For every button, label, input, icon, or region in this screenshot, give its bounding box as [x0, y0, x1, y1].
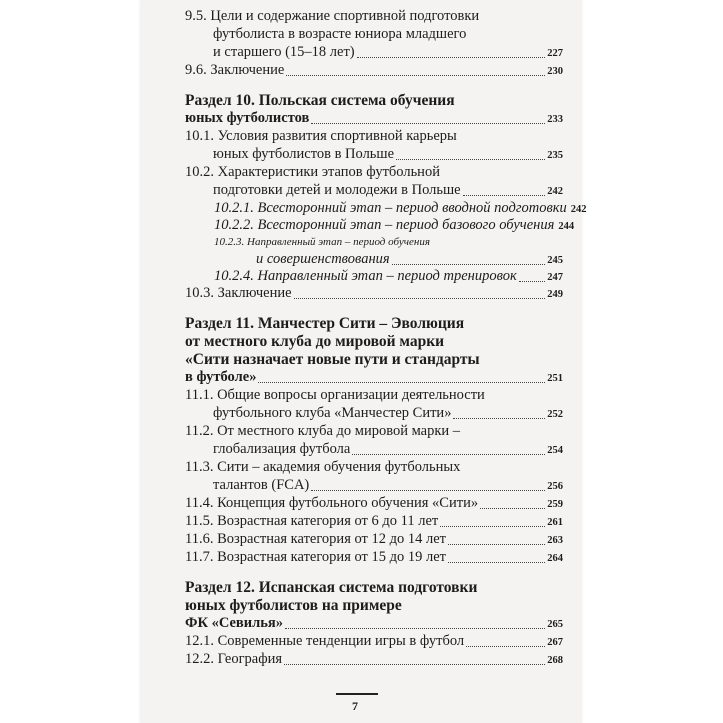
toc-entry-title: юных футболистов	[185, 110, 310, 126]
toc-leader-dots	[463, 195, 546, 196]
toc-page-number: 247	[547, 272, 563, 283]
toc-entry-line: Раздел 10. Польская система обучения	[185, 92, 455, 109]
toc-leader-dots	[352, 454, 545, 455]
toc-entry-line: Раздел 11. Манчестер Сити – Эволюция	[185, 315, 465, 332]
toc-entry-line: юных футболистов на примере	[185, 597, 402, 614]
toc-entry-row[interactable]	[185, 633, 563, 650]
toc-page-number: 268	[547, 655, 563, 666]
toc-entry-row[interactable]	[214, 217, 575, 234]
toc-entry-row[interactable]	[185, 110, 563, 127]
toc-leader-dots	[396, 159, 545, 160]
toc-page-number: 235	[547, 150, 563, 161]
toc-entry-line: 10.1. Условия развития спортивной карьеры	[185, 128, 457, 144]
toc-entry-title: и совершенствования	[256, 251, 390, 267]
toc-page-number: 264	[547, 553, 563, 564]
toc-entry-title: 10.2.1. Всесторонний этап – период вводной подготовки	[214, 200, 567, 216]
toc-leader-dots	[285, 628, 545, 629]
toc-entry-title: ФК «Севилья»	[185, 615, 284, 631]
toc-page-number: 256	[547, 481, 563, 492]
toc-entry-row[interactable]	[185, 615, 563, 632]
toc-page-number: 263	[547, 535, 563, 546]
toc-page-number: 251	[547, 373, 563, 384]
toc-entry-title: в футболе»	[185, 369, 257, 385]
toc-page-number: 244	[558, 221, 575, 232]
toc-entry-row[interactable]	[213, 146, 563, 163]
toc-page-number: 227	[547, 48, 563, 59]
toc-entry-line: Раздел 12. Испанская система подготовки	[185, 579, 478, 596]
toc-leader-dots	[286, 75, 545, 76]
toc-entry-title: 9.6. Заключение	[185, 62, 285, 78]
toc-page-number: 245	[547, 255, 563, 266]
toc-entry-row[interactable]	[213, 44, 563, 61]
toc-entry-title: 12.2. География	[185, 651, 283, 667]
toc-leader-dots	[357, 57, 546, 58]
toc-page-number: 254	[547, 445, 563, 456]
toc-entry-row[interactable]	[213, 441, 563, 458]
toc-leader-dots	[440, 526, 545, 527]
toc-entry-line: 10.2.3. Направленный этап – период обучения	[214, 236, 430, 248]
toc-leader-dots	[480, 508, 545, 509]
toc-entry-row[interactable]	[214, 200, 587, 217]
toc-entry-row[interactable]	[185, 285, 563, 302]
toc-page-number: 261	[547, 517, 563, 528]
toc-entry-row[interactable]	[214, 268, 563, 285]
toc-page-number: 252	[547, 409, 563, 420]
toc-leader-dots	[392, 264, 546, 265]
toc-entry-title: 10.2.4. Направленный этап – период тренировок	[214, 268, 517, 284]
toc-entry-line: футболиста в возрасте юниора младшего	[213, 26, 467, 42]
toc-page-number: 259	[547, 499, 563, 510]
toc-entry-title: 11.4. Концепция футбольного обучения «Сити»	[185, 495, 479, 511]
page-number-rule	[336, 693, 378, 695]
toc-page-number: 230	[547, 66, 563, 77]
toc-leader-dots	[448, 562, 545, 563]
toc-leader-dots	[466, 646, 545, 647]
toc-entry-title: и старшего (15–18 лет)	[213, 44, 355, 60]
toc-entry-row[interactable]	[213, 477, 563, 494]
toc-entry-row[interactable]	[213, 182, 563, 199]
toc-entry-line: 11.3. Сити – академия обучения футбольных	[185, 459, 461, 475]
toc-entry-row[interactable]	[185, 513, 563, 530]
toc-page-number: 233	[547, 114, 563, 125]
toc-entry-line: 11.2. От местного клуба до мировой марки –	[185, 423, 461, 439]
toc-entry-row[interactable]	[256, 251, 563, 268]
toc-entry-title: 11.6. Возрастная категория от 12 до 14 лет	[185, 531, 447, 547]
toc-leader-dots	[284, 664, 545, 665]
toc-entry-row[interactable]	[185, 495, 563, 512]
toc-entry-title: подготовки детей и молодежи в Польше	[213, 182, 461, 198]
toc-leader-dots	[311, 490, 545, 491]
toc-page-number: 242	[570, 204, 587, 215]
book-page	[140, 0, 587, 723]
toc-leader-dots	[258, 382, 545, 383]
toc-entry-row[interactable]	[185, 531, 563, 548]
toc-entry-row[interactable]	[185, 549, 563, 566]
toc-entry-line: «Сити назначает новые пути и стандарты	[185, 351, 480, 368]
toc-leader-dots	[311, 123, 545, 124]
toc-entry-row[interactable]	[185, 651, 563, 668]
toc-page-number: 249	[547, 289, 563, 300]
page-number: 7	[352, 699, 358, 713]
toc-entry-line: 9.5. Цели и содержание спортивной подготовки	[185, 8, 480, 24]
toc-entry-title: футбольного клуба «Манчестер Сити»	[213, 405, 452, 421]
toc-leader-dots	[453, 418, 545, 419]
toc-page-number: 242	[547, 186, 563, 197]
toc-entry-row[interactable]	[185, 62, 563, 79]
toc-entry-row[interactable]	[213, 405, 563, 422]
toc-entry-title: 11.5. Возрастная категория от 6 до 11 лет	[185, 513, 439, 529]
toc-leader-dots	[448, 544, 545, 545]
toc-entry-line: от местного клуба до мировой марки	[185, 333, 445, 350]
toc-entry-title: 10.3. Заключение	[185, 285, 292, 301]
toc-entry-title: глобализация футбола	[213, 441, 351, 457]
toc-entry-line: 10.2. Характеристики этапов футбольной	[185, 164, 440, 180]
toc-page-number: 265	[547, 619, 563, 630]
toc-entry-line: 11.1. Общие вопросы организации деятельности	[185, 387, 485, 403]
toc-entry-title: 10.2.2. Всесторонний этап – период базового обучения	[214, 217, 555, 233]
toc-entry-title: юных футболистов в Польше	[213, 146, 395, 162]
toc-entry-title: талантов (FCA)	[213, 477, 310, 493]
toc-entry-row[interactable]	[185, 369, 563, 386]
toc-page-number: 267	[547, 637, 563, 648]
toc-leader-dots	[294, 298, 546, 299]
toc-leader-dots	[519, 281, 545, 282]
toc-entry-title: 11.7. Возрастная категория от 15 до 19 лет	[185, 549, 447, 565]
toc-entry-title: 12.1. Современные тенденции игры в футбол	[185, 633, 465, 649]
